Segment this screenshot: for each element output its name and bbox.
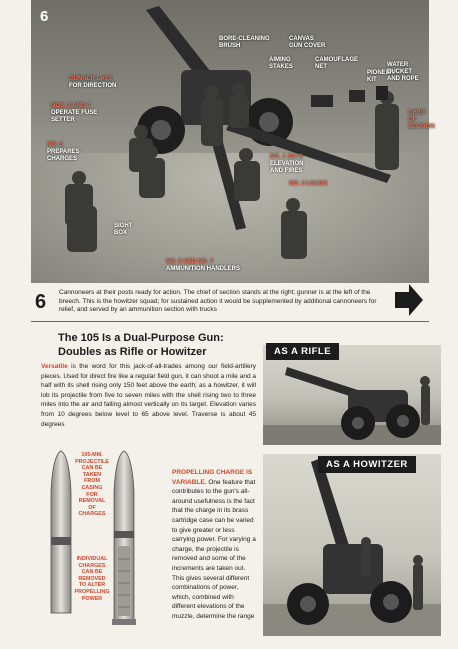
label-no-1: NO. 1 SETS ELEVATION AND FIRES <box>270 154 304 174</box>
shell-diagram <box>41 451 169 629</box>
caption-number: 6 <box>35 291 47 313</box>
propelling-charge-text: PROPELLING CHARGE IS VARIABLE. One feature that contributes to the gun's all-around usefulness is the fact that the charge in its brass cartridge case can be varied to give greater or less carrying power. For varying a charge, the projectile is removed and some of the increments are taken out. This gives several different combinations of power, which, combined with different elevations of the muzzle, determine the range <box>172 469 256 620</box>
charges-label: INDIVIDUAL CHARGES CAN BE REMOVED TO ALTER PROPELLING POWER <box>74 556 110 602</box>
label-chief-of-section: CHIEF OF SECTION <box>408 110 435 130</box>
rifle-gun-illustration <box>263 345 441 445</box>
label-no-6-7: NO. 6 AND NO. 7 AMMUNITION HANDLERS <box>166 259 240 272</box>
caption-text: Cannoneers at their posts ready for action. The chief of section stands at the right; gunner is at the left of the breech. This is the howitzer squad; for sustained action it would be supplemented by additional cannoneers for relief, and served by an ammunition section with trucks <box>59 289 377 313</box>
rifle-photo <box>263 345 441 445</box>
article-headline: The 105 Is a Dual-Purpose Gun: Doubles as Rifle or Howitzer <box>58 332 224 358</box>
label-sight-box: SIGHT BOX <box>114 223 133 236</box>
article-body: Versatile is the word for this jack-of-all-trades among our field-artillery pieces. Used for direct fire like a regular field gun, it can shoot a mile and a half with its shell rising only 150 feet above the earth; as a howitzer, it will lob its projectile from five to seven miles with the shell rising two to three miles into the air and falling almost vertically on its target. Elevation varies from 10 degrees below level to 65 above level. Traverse is about 45 degrees <box>41 363 256 428</box>
label-nos-3-4: NOS. 3 AND 4 OPERATE FUSE SETTER <box>51 103 98 123</box>
photo-caption <box>31 287 429 320</box>
next-page-arrow-icon[interactable] <box>395 284 423 316</box>
label-aiming-stakes: AIMING STAKES <box>269 57 293 70</box>
label-no-2: NO. 2 LOADS <box>289 181 328 187</box>
label-canvas-cover: CANVAS GUN COVER <box>289 36 326 49</box>
rifle-tag: AS A RIFLE <box>266 343 339 360</box>
crew-photo <box>31 0 435 283</box>
projectile-label: 105-MM. PROJECTILE CAN BE TAKEN FROM CASING FOR REMOVAL OF CHARGES <box>75 452 109 518</box>
label-camouflage-net: CAMOUFLAGE NET <box>315 57 358 70</box>
howitzer-gun-illustration <box>263 454 441 636</box>
photo-number: 6 <box>40 8 49 25</box>
label-bore-brush: BORE-CLEANING BRUSH <box>219 36 270 49</box>
label-pioneer-kit: PIONEER KIT <box>367 70 395 83</box>
label-gunner: GUNNER LAYS FOR DIRECTION <box>69 76 117 89</box>
howitzer-photo <box>263 454 441 636</box>
label-water-bucket: WATER BUCKET AND ROPE <box>387 62 419 82</box>
howitzer-tag: AS A HOWITZER <box>318 456 416 473</box>
label-no-5: NO. 5 PREPARES CHARGES <box>47 142 80 162</box>
section-divider <box>31 321 429 322</box>
